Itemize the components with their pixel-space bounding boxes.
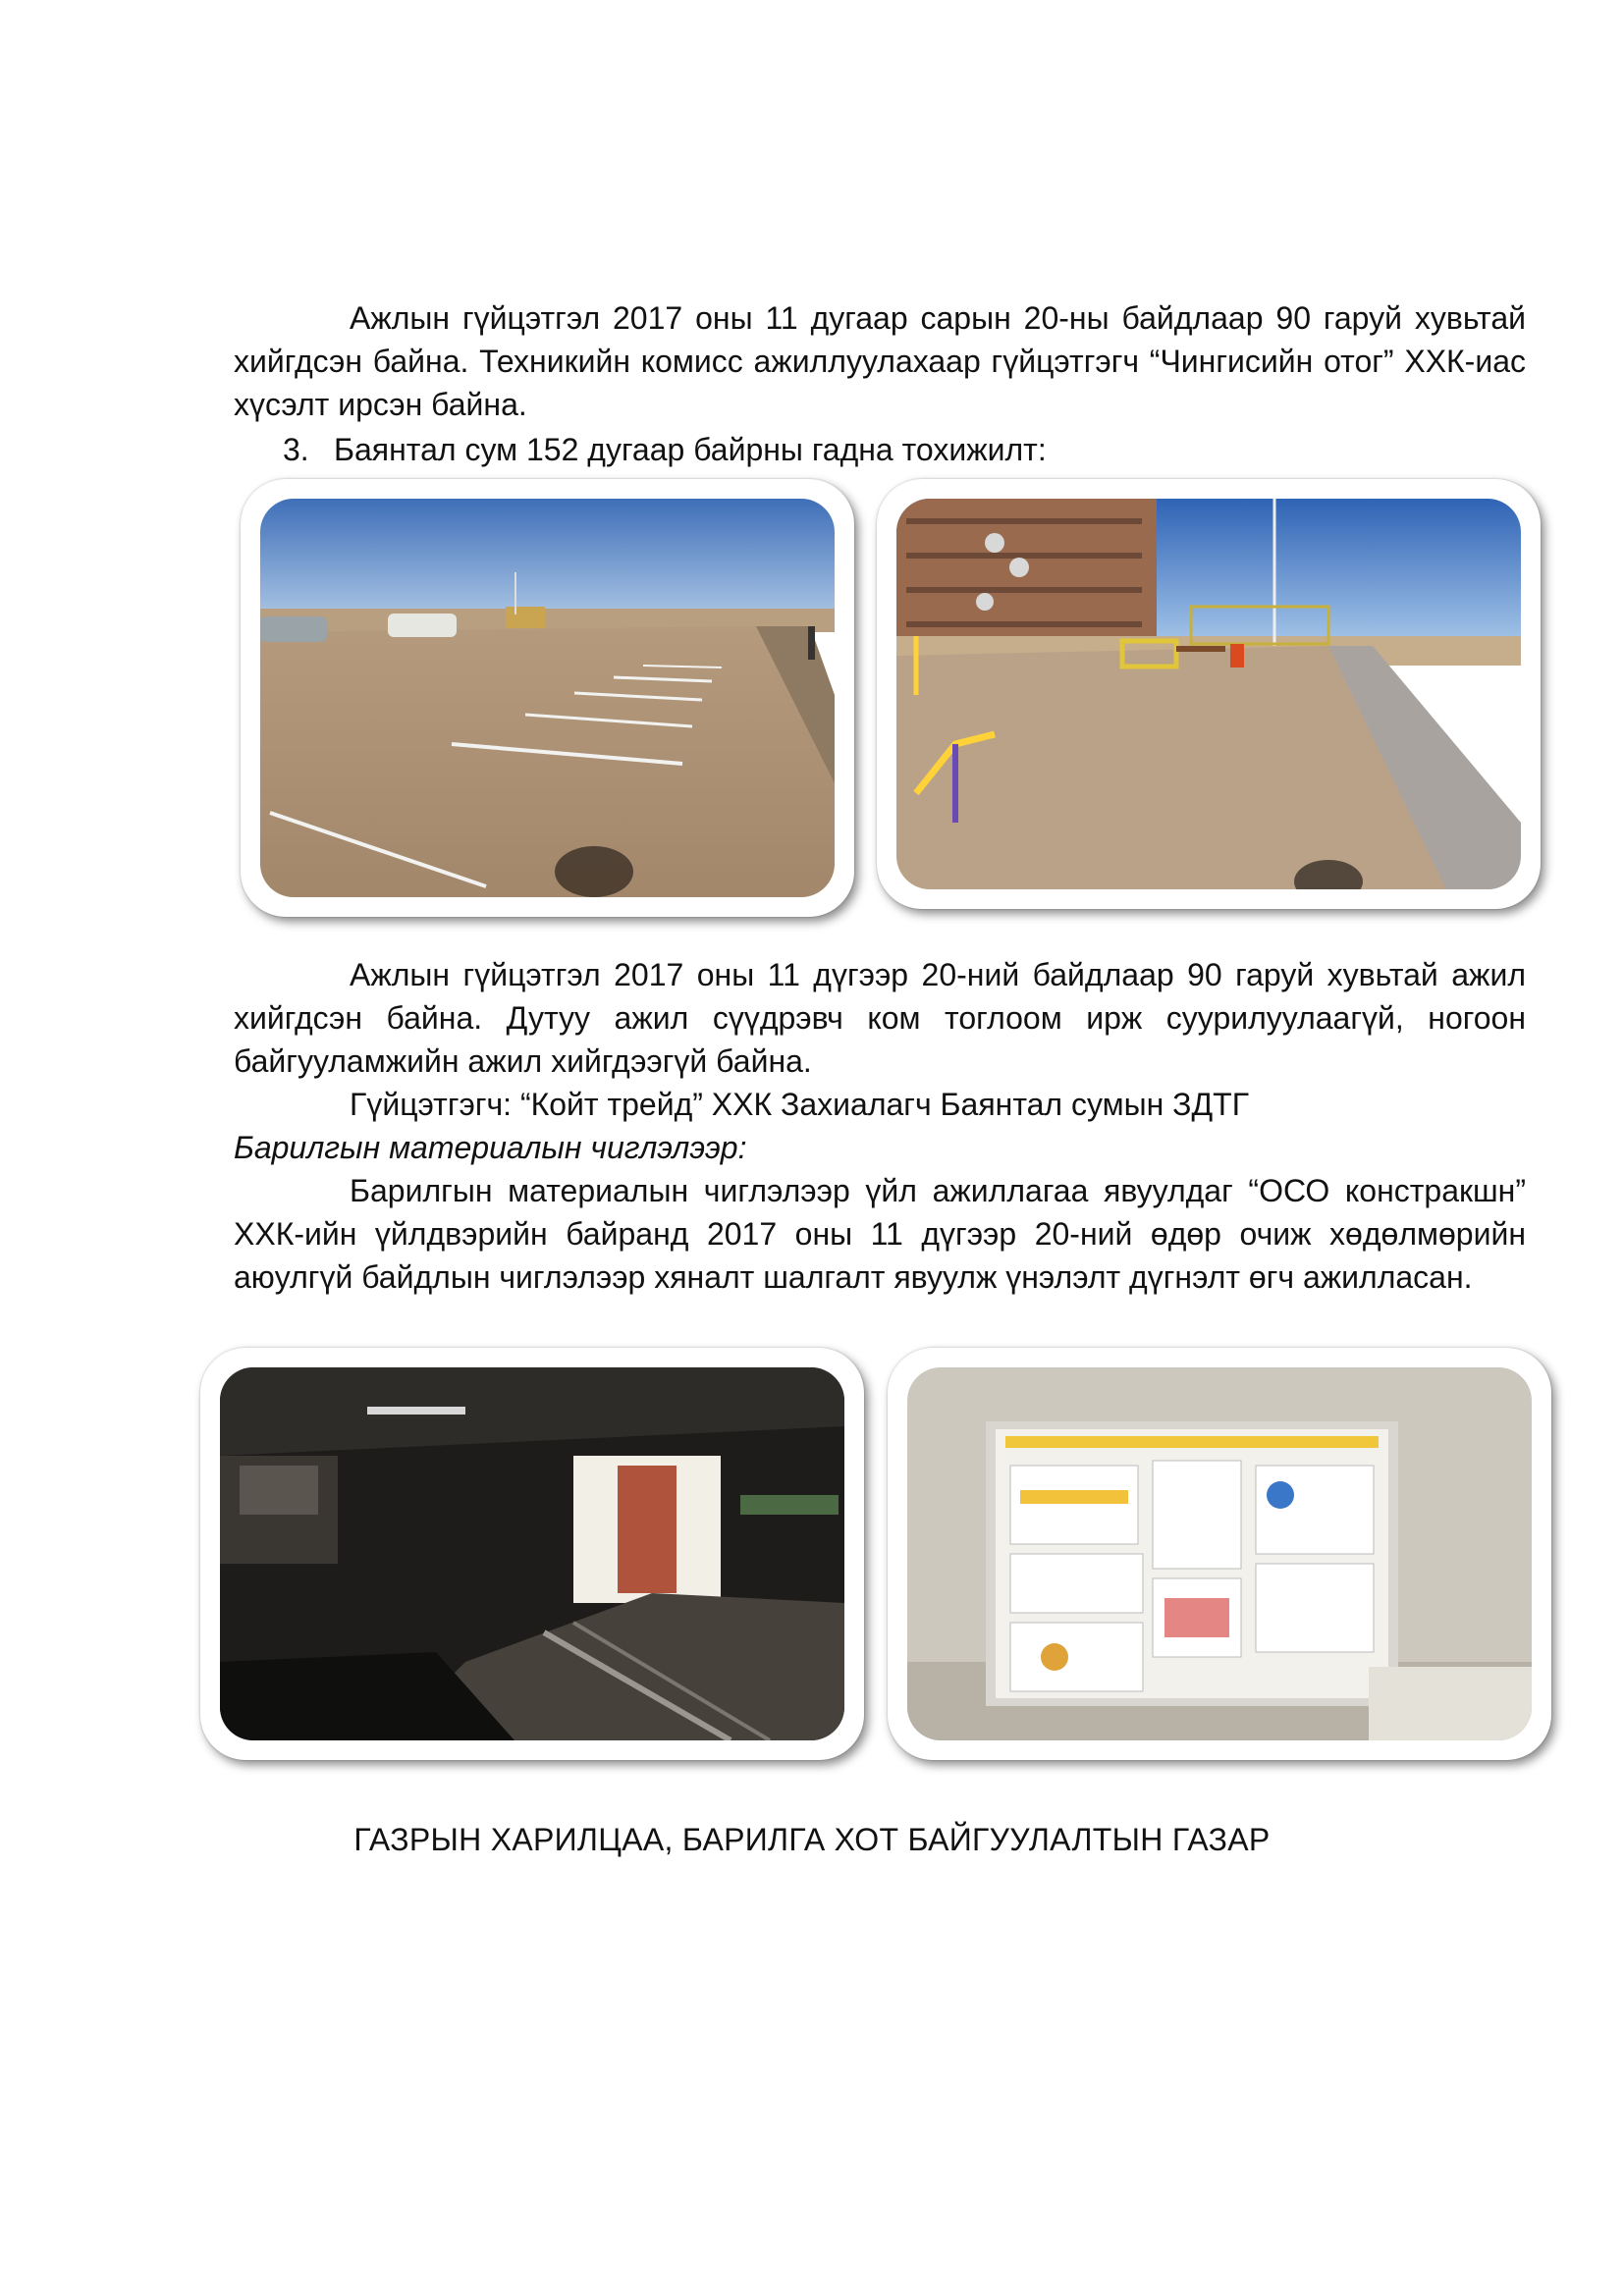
photo-playground <box>877 479 1541 909</box>
paragraph-progress-2: Ажлын гүйцэтгэл 2017 оны 11 дүгээр 20-ний байдлаар 90 гаруй хувьтай ажил хийгдсэн байна. Дутуу ажил сүүдрэвч ком тоглоом ирж суурилуулаагүй, ногоон байгууламжийн ажил хийгдээгүй байна. <box>234 957 1526 1079</box>
photo-workshop <box>200 1348 864 1760</box>
photo-safety-board <box>888 1348 1551 1760</box>
photo-parking-lot <box>241 479 854 917</box>
contractor-line: Гүйцэтгэгч: “Койт трейд” ХХК Захиалагч Баянтал сумын ЗДТГ <box>350 1087 1250 1122</box>
list-item-number: 3. <box>283 432 309 467</box>
paragraph-progress-1: Ажлын гүйцэтгэл 2017 оны 11 дугаар сарын 20-ны байдлаар 90 гаруй хувьтай хийгдсэн байна. Техникийн комисс ажиллуулахаар гүйцэтгэгч “Чингисийн отог” ХХК-иас хүсэлт ирсэн байна. <box>234 300 1526 422</box>
paragraph-inspection: Барилгын материалын чиглэлээр үйл ажиллагаа явуулдаг “ОСО констракшн” ХХК-ийн үйлдвэрийн байранд 2017 оны 11 дүгээр 20-ний өдөр очиж хөдөлмөрийн аюулгүй байдлын чиглэлээр хяналт шалгалт явуулж үнэлэлт дүгнэлт өгч ажилласан. <box>234 1173 1526 1295</box>
workshop-interior-image <box>220 1367 844 1740</box>
outdoor-playground-gym-image <box>896 499 1521 889</box>
list-item-heading: Баянтал сум 152 дугаар байрны гадна тохижилт: <box>334 432 1047 467</box>
footer-department-name: ГАЗРЫН ХАРИЛЦАА, БАРИЛГА ХОТ БАЙГУУЛАЛТЫН ГАЗАР <box>353 1822 1271 1857</box>
section-heading-materials: Барилгын материалын чиглэлээр: <box>234 1130 747 1165</box>
safety-notice-board-image <box>907 1367 1532 1740</box>
paved-parking-lot-image <box>260 499 835 897</box>
